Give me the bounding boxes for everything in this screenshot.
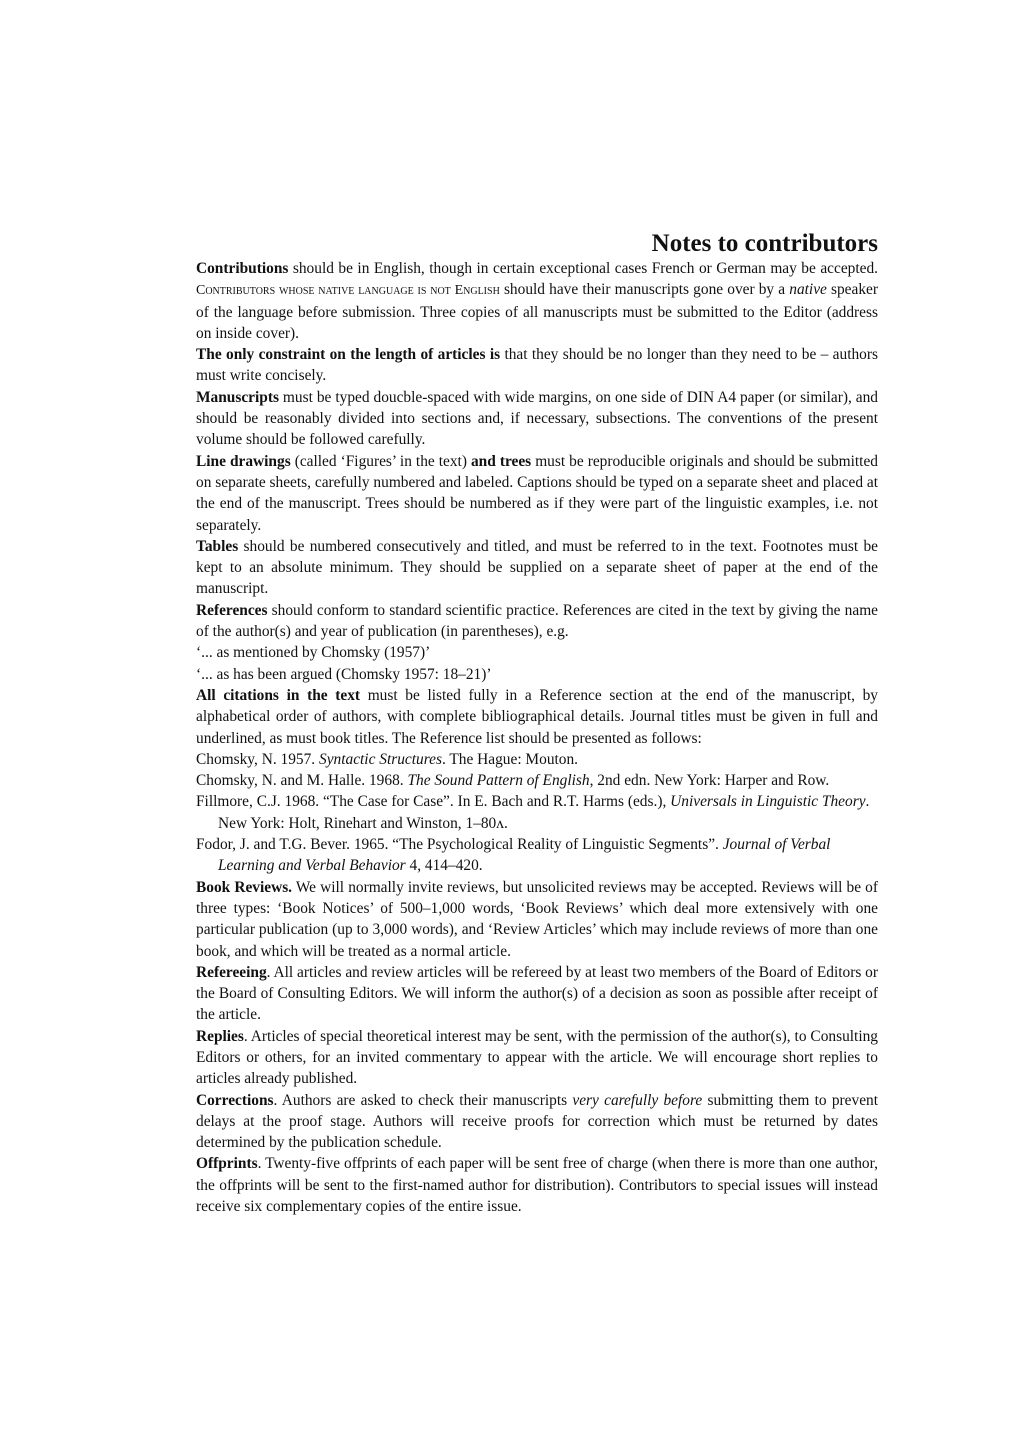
corrections-paragraph <box>196 1090 878 1154</box>
drawings-paragraph <box>196 451 878 536</box>
refereeing-paragraph <box>196 962 878 1026</box>
replies-text: . Articles of special theoretical interest may be sent, with the permission of the author(s), to Consulting Editors or others, for an invited commentary to appear with the article. We will encourage short replies to articles already published. <box>196 1027 878 1088</box>
offprints-lead: Offprints <box>196 1155 258 1173</box>
tables-text: should be numbered consecutively and titled, and must be referred to in the text. Footnotes must be kept to an absolute minimum. They should be supplied on a separate sheet of paper at the end of the manuscript. <box>196 537 878 598</box>
contributions-text-3: speaker of the language before submission. Three copies of all manuscripts must be submitted to the Editor (address on inside cover). <box>196 281 878 342</box>
manuscripts-text: must be typed doucble-spaced with wide margins, on one side of DIN A4 paper (or similar), and should be reasonably divided into sections and, if necessary, subsections. The conventions of the present volume should be followed carefully. <box>196 388 878 449</box>
reference-entry-text: 4, 414–420. <box>405 857 483 875</box>
offprints-text: . Twenty-five offprints of each paper will be sent free of charge (when there is more than one author, the offprints will be sent to the first-named author for distribution). Contributors to special issues will instead receive six complementary copies of the entire issue. <box>196 1155 878 1216</box>
manuscripts-lead: Manuscripts <box>196 388 279 406</box>
references-lead: References <box>196 601 268 619</box>
contributions-text-2: should have their manuscripts gone over by a <box>499 281 790 299</box>
reference-entry-title: Journal of Verbal Learning and Verbal Behavior <box>218 836 831 875</box>
reference-entry <box>196 749 878 770</box>
reference-entry-text: Fodor, J. and T.G. Bever. 1965. “The Psychological Reality of Linguistic Segments”. <box>196 836 723 854</box>
book-reviews-paragraph <box>196 877 878 962</box>
tables-paragraph <box>196 536 878 600</box>
corrections-text-1: . Authors are asked to check their manuscripts <box>273 1091 573 1109</box>
replies-paragraph <box>196 1026 878 1090</box>
length-text: that they should be no longer than they need to be – authors must write concisely. <box>196 346 878 385</box>
reference-entry-text: , 2nd edn. New York: Harper and Row. <box>589 772 830 790</box>
reference-entry <box>196 834 878 877</box>
reference-entry-text: . New York: Holt, Rinehart and Winston, 1–80ᴧ. <box>218 793 870 832</box>
manuscripts-paragraph <box>196 387 878 451</box>
reference-entry-text: Chomsky, N. and M. Halle. 1968. <box>196 772 408 790</box>
length-paragraph <box>196 344 878 387</box>
contributions-paragraph <box>196 258 878 344</box>
reference-entry-title: Syntactic Structures <box>319 750 442 768</box>
contributions-text-1: should be in English, though in certain exceptional cases French or German may be accepted. <box>288 260 878 277</box>
length-lead: The only constraint on the length of articles is <box>196 346 501 364</box>
contributions-emphasis: native <box>789 281 827 299</box>
references-paragraph <box>196 600 878 643</box>
citations-lead: All citations in the text <box>196 686 361 704</box>
book-reviews-lead: Book Reviews. <box>196 878 293 896</box>
reference-entry <box>196 770 878 791</box>
reference-entry-text: Chomsky, N. 1957. <box>196 750 319 768</box>
drawings-lead-2: and trees <box>470 452 532 470</box>
reference-entry-title: Universals in Linguistic Theory <box>670 793 866 811</box>
citation-example-1: ‘... as mentioned by Chomsky (1957)’ <box>196 644 431 662</box>
corrections-emphasis: very carefully before <box>572 1091 703 1109</box>
notes-body <box>196 258 878 1217</box>
corrections-lead: Corrections <box>196 1091 274 1109</box>
reference-entry-title: The Sound Pattern of English <box>407 772 590 790</box>
references-text: should conform to standard scientific practice. References are cited in the text by giving the name of the author(s) and year of publication (in parentheses), e.g. <box>196 601 878 641</box>
book-reviews-text: We will normally invite reviews, but unsolicited reviews may be accepted. Reviews will be of three types: ‘Book Notices’ of 500–1,000 words, ‘Book Reviews’ which deal more extensively with one particular publication (up to 3,000 words), and ‘Review Articles’ which may include reviews of more than one book, and which will be treated as a normal article. <box>196 878 879 960</box>
refereeing-lead: Refereeing <box>196 963 267 981</box>
replies-lead: Replies <box>196 1027 244 1045</box>
citations-text: must be listed fully in a Reference section at the end of the manuscript, by alphabetical order of authors, with complete bibliographical details. Journal titles must be given in full and underlined, as must book titles. The Reference list should be presented as follows: <box>196 686 878 747</box>
reference-entry-text: Fillmore, C.J. 1968. “The Case for Case”. In E. Bach and R.T. Harms (eds.), <box>196 793 671 811</box>
contributions-lead: Contributions <box>196 260 289 277</box>
corrections-text-2: submitting them to prevent delays at the proof stage. Authors will receive proofs for correction which must be returned by dates determined by the publication schedule. <box>196 1091 878 1152</box>
drawings-lead-1: Line drawings <box>196 452 291 470</box>
tables-lead: Tables <box>196 537 239 555</box>
citations-paragraph <box>196 685 878 749</box>
citation-example-2: ‘... as has been argued (Chomsky 1957: 18–21)’ <box>196 665 492 683</box>
page-title: Notes to contributors <box>651 230 878 257</box>
reference-entry-text: . The Hague: Mouton. <box>441 750 579 768</box>
refereeing-text: . All articles and review articles will be refereed by at least two members of the Board of Editors or the Board of Consulting Editors. We will inform the author(s) of a decision as soon as possible after receipt of the article. <box>196 963 878 1024</box>
contributions-smallcaps: Contributors whose native language is not English <box>196 283 500 299</box>
reference-entry <box>196 791 878 834</box>
offprints-paragraph <box>196 1153 878 1217</box>
drawings-text-2: must be reproducible originals and should be submitted on separate sheets, carefully numbered and labeled. Captions should be typed on a separate sheet and placed at the end of the manuscript. Trees should be numbered as if they were part of the linguistic examples, i.e. not separately. <box>196 452 878 534</box>
drawings-text-1: (called ‘Figures’ in the text) <box>290 452 471 470</box>
